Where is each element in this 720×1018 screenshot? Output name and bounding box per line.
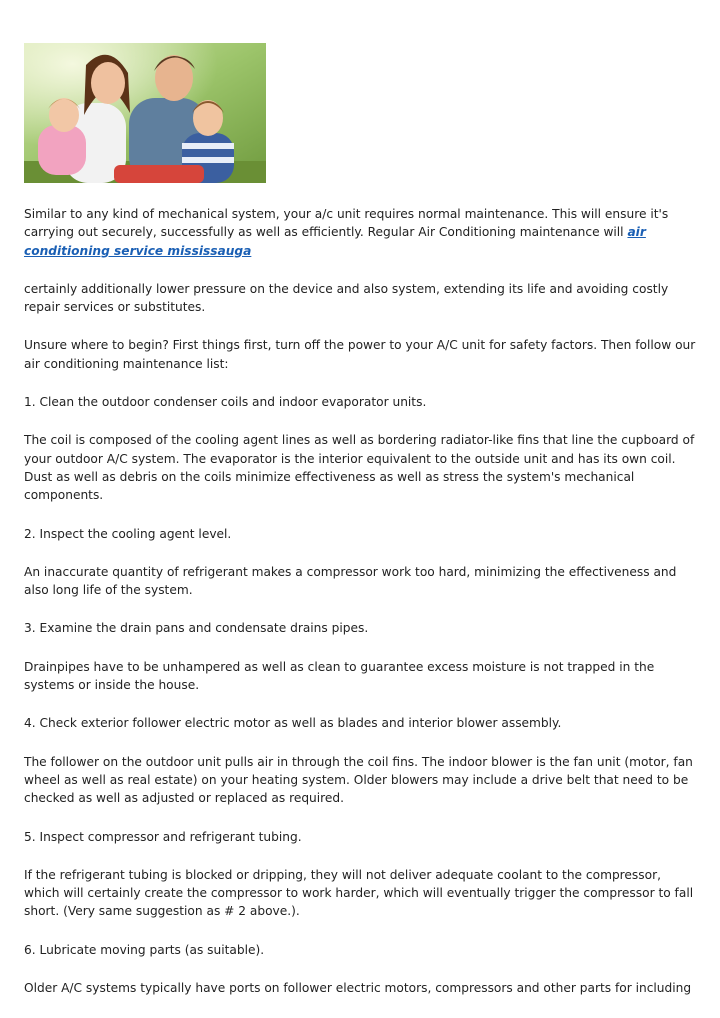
list-step-4: 4. Check exterior follower electric motor as well as blades and interior blower assembly.	[24, 716, 562, 731]
paragraph: Drainpipes have to be unhampered as well as clean to guarantee excess moisture is not trapped in the systems or inside the house.	[24, 659, 655, 693]
paragraph: An inaccurate quantity of refrigerant makes a compressor work too hard, minimizing the effectiveness and also long life of the system.	[24, 564, 677, 598]
intro-paragraph	[24, 205, 696, 260]
paragraph: Older A/C systems typically have ports on follower electric motors, compressors and other parts for including	[24, 981, 692, 996]
list-step-3: 3. Examine the drain pans and condensate drains pipes.	[24, 621, 369, 636]
list-step-2: 2. Inspect the cooling agent level.	[24, 526, 232, 541]
service-link[interactable]: air conditioning service mississauga	[24, 225, 646, 258]
family-photo	[24, 43, 266, 183]
paragraph: certainly additionally lower pressure on the device and also system, extending its life and avoiding costly repair services or substitutes.	[24, 281, 669, 315]
paragraph: The follower on the outdoor unit pulls air in through the coil fins. The indoor blower is the fan unit (motor, fan wheel as well as real estate) on your heating system. Older blowers may include a drive belt that need to be checked as well as adjusted or replaced as required.	[24, 754, 693, 806]
intro-text: Similar to any kind of mechanical system, your a/c unit requires normal maintenance. This will ensure it's carrying out securely, successfully as well as efficiently. Regular Air Conditioning maintenance will	[24, 207, 669, 240]
paragraph: The coil is composed of the cooling agent lines as well as bordering radiator-like fins that line the cupboard of your outdoor A/C system. The evaporator is the interior equivalent to the outside unit and has its own coil. Dust as well as debris on the coils minimize effectiveness as well as stress the system's mechanical components.	[24, 433, 695, 503]
article-body	[24, 205, 696, 1017]
list-step-1: 1. Clean the outdoor condenser coils and indoor evaporator units.	[24, 395, 427, 410]
list-step-6: 6. Lubricate moving parts (as suitable).	[24, 942, 265, 957]
list-step-5: 5. Inspect compressor and refrigerant tubing.	[24, 829, 302, 844]
paragraph: Unsure where to begin? First things first, turn off the power to your A/C unit for safety factors. Then follow our air conditioning maintenance list:	[24, 338, 696, 371]
paragraph: If the refrigerant tubing is blocked or dripping, they will not deliver adequate coolant to the compressor, which will certainly create the compressor to work harder, which will eventually trigger the compressor to fall short. (Very same suggestion as # 2 above.).	[24, 867, 694, 919]
